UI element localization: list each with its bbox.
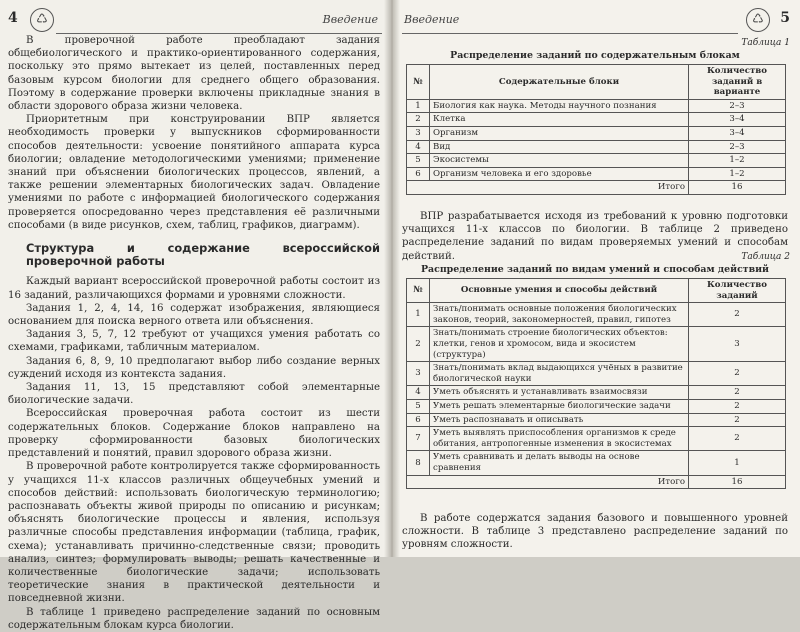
paragraph: Каждый вариант всероссийской проверочной работы состоит из 16 заданий, различающихся формами и уровнями сложности. [8,276,380,301]
book-gutter [384,0,400,557]
table-cell: 3–4 [689,126,786,140]
paragraph: Задания 11, 13, 15 представляют собой элементарные биологические задачи. [8,382,380,407]
publisher-emblem-icon: ♺ [746,8,770,32]
right-page [392,0,800,557]
paragraph: Всероссийская проверочная работа состоит из шести содержательных блоков. Содержание блоков направлено на проверку сформированности базовых биологических представлений и понятий, правил здорового образа жизни. [8,408,380,460]
paragraph: В таблице 1 приведено распределение заданий по основным содержательным блокам курса биологии. [8,606,380,631]
table-cell: 2 [689,303,786,327]
column-header: Количество заданий [689,279,786,303]
right-page-header [392,6,800,32]
table-content-blocks [406,64,786,195]
table-cell: 7 [407,427,430,451]
table-total-row [407,181,786,195]
table-cell: Вид [430,140,689,154]
table-cell: 2 [689,386,786,400]
total-label: Итого [407,181,689,195]
table-cell: 3 [407,362,430,386]
table-cell: 1 [689,451,786,475]
table-cell: Уметь распознавать и описывать [430,413,689,427]
column-header: Количество заданий в варианте [689,65,786,100]
table-cell: Организм человека и его здоровье [430,167,689,181]
table-row [407,154,786,168]
column-header: № [407,279,430,303]
table-cell: 2–3 [689,140,786,154]
paragraph: Задания 6, 8, 9, 10 предполагают выбор либо создание верных суждений исходя из контекста задания. [8,355,380,380]
table-cell: 5 [407,154,430,168]
column-header: Содержательные блоки [430,65,689,100]
table-cell: Уметь решать элементарные биологические задачи [430,399,689,413]
running-head: Введение [322,13,378,26]
table-row [407,399,786,413]
table-cell: 1–2 [689,154,786,168]
table-caption: Распределение заданий по содержательным блокам [450,50,740,61]
table-row [407,126,786,140]
table-cell: 4 [407,140,430,154]
table-row [407,327,786,362]
left-page-header [0,6,392,32]
table-cell: 2–3 [689,99,786,113]
table-row [407,140,786,154]
table-row [407,362,786,386]
table-row [407,413,786,427]
table-row [407,386,786,400]
table-cell: 4 [407,386,430,400]
table-cell: 2 [407,113,430,127]
column-header: № [407,65,430,100]
column-header: Основные умения и способы действий [430,279,689,303]
table-cell: 2 [689,399,786,413]
paragraph: ВПР разрабатывается исходя из требований к уровню подготовки учащихся 11-х классов по биологии. В таблице 2 приведено распределение заданий по видам проверяемых умений и способам действий. [402,211,788,262]
table-cell: Знать/понимать основные положения биологических законов, теорий, закономерностей, правил, гипотез [430,303,689,327]
header-rule [402,33,738,34]
table-row [407,303,786,327]
paragraph: В проверочной работе контролируется также сформированность у учащихся 11-х классов различных общеучебных умений и способов действий: использовать биологическую терминологию; распознавать объекты живой природы по описанию и рисункам; объяснять биологические процессы и явления, используя различные способы представления информации (таблица, график, схема); устанавливать причинно-следственные связи; проводить анализ, синтез; формулировать выводы; решать качественные и количественные биологические задачи; использовать теоретические знания в практической деятельности и повседневной жизни. [8,461,380,605]
paragraph: В работе содержатся задания базового и повышенного уровней сложности. В таблице 3 представлено распределение заданий по уровням сложности. [402,513,788,551]
table-cell: 6 [407,413,430,427]
paragraph: Задания 1, 2, 4, 14, 16 содержат изображения, являющиеся основанием для поиска верного ответа или объяснения. [8,302,380,328]
table-header-row [407,279,786,303]
total-value: 16 [689,475,786,489]
table-cell: 2 [689,413,786,427]
table-cell: Организм [430,126,689,140]
table-cell: 6 [407,167,430,181]
table-cell: Знать/понимать вклад выдающихся учёных в развитие биологической науки [430,362,689,386]
paragraph: Задания 3, 5, 7, 12 требуют от учащихся умения работать со схемами, графиками, табличным материалом. [8,329,380,354]
table-skills [406,278,786,489]
total-value: 16 [689,181,786,195]
right-page-paragraph [402,512,788,552]
table-cell: 3–4 [689,113,786,127]
left-page-body [8,34,380,632]
total-label: Итого [407,475,689,489]
right-page-paragraph [402,210,788,263]
table-cell: 2 [689,362,786,386]
table-cell: Экосистемы [430,154,689,168]
table-label: Таблица 1 [741,38,790,48]
page-number: 5 [780,10,790,26]
table-caption: Распределение заданий по видам умений и способам действий [420,264,770,275]
table-row [407,167,786,181]
table-row [407,99,786,113]
table-cell: 8 [407,451,430,475]
paragraph: Приоритетным при конструировании ВПР является необходимость проверки у выпускников сформированности способов деятельности: усвоение понятийного аппарата курса биологии; овладение методологическими умениями; применение знаний при объяснении биологических процессов, явлений, а также решении элементарных биологических задач. Овладение умениями по работе с информацией биологического содержания проверяется опосредованно через представления её различными способами (в виде рисунков, схем, таблиц, графиков, диаграмм). [8,114,380,231]
table-total-row [407,475,786,489]
table-cell: 5 [407,399,430,413]
running-head: Введение [404,13,460,26]
table-cell: Уметь выявлять приспособления организмов к среде обитания, антропогенные изменения в экосистемах [430,427,689,451]
table-row [407,113,786,127]
section-heading: Структура и содержание всероссийской проверочной работы [26,241,380,269]
table-cell: Клетка [430,113,689,127]
table-header-row [407,65,786,100]
table-cell: Уметь объяснять и устанавливать взаимосвязи [430,386,689,400]
table-row [407,451,786,475]
left-page [0,0,392,631]
page-number: 4 [8,10,18,26]
table-cell: Уметь сравнивать и делать выводы на основе сравнения [430,451,689,475]
table-cell: Биология как наука. Методы научного познания [430,99,689,113]
table-cell: 3 [689,327,786,362]
table-cell: 2 [689,427,786,451]
table-cell: Знать/понимать строение биологических объектов: клетки, генов и хромосом, вида и экосистем (структура) [430,327,689,362]
table-cell: 1 [407,303,430,327]
table-cell: 1–2 [689,167,786,181]
table-row [407,427,786,451]
table-cell: 2 [407,327,430,362]
table-cell: 1 [407,99,430,113]
publisher-emblem-icon: ♺ [30,8,54,32]
paragraph: В проверочной работе преобладают задания общебиологического и практико-ориентированного содержания, поскольку это прямо вытекает из целей, поставленных перед базовым курсом биологии для среднего общего образования. Поэтому в содержание проверки включены прикладные знания в области здорового образа жизни человека. [8,35,380,113]
table-cell: 3 [407,126,430,140]
table-label: Таблица 2 [741,252,790,262]
